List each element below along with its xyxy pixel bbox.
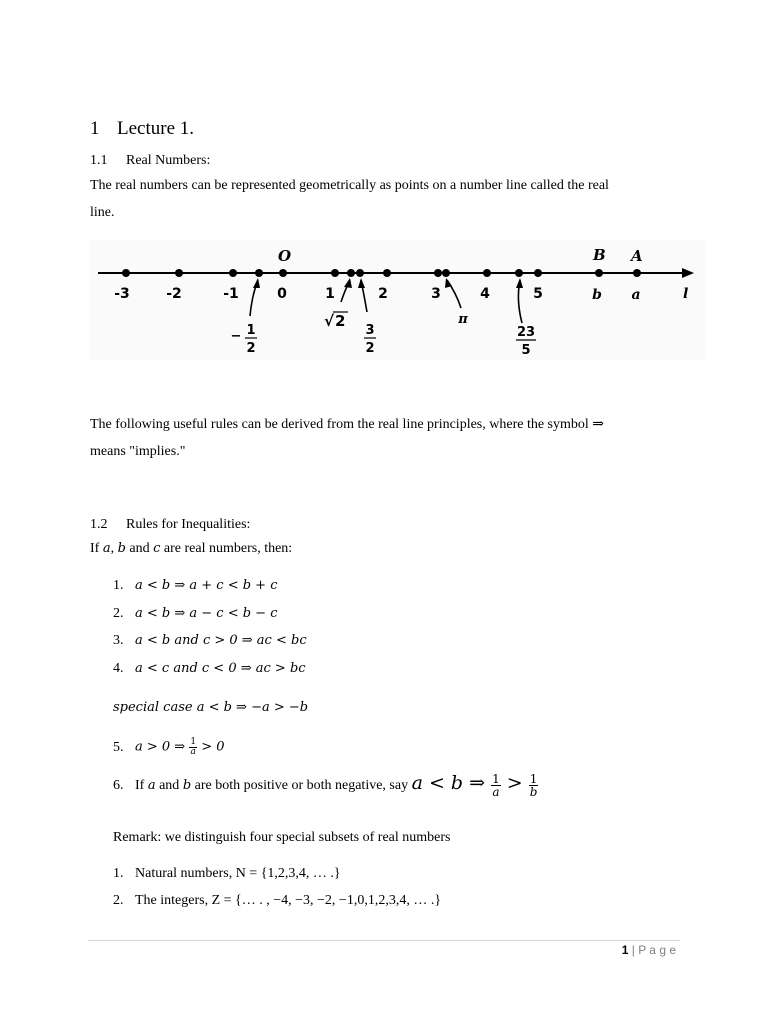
list-number: 5. [113,739,124,755]
footer-divider [88,940,680,941]
var-c: c [153,541,161,556]
list-number: 2. [113,893,124,908]
tick-label: b [592,287,602,303]
label-sqrt2 [324,312,348,330]
point-b [595,269,603,277]
three-halves-den: 2 [365,341,375,356]
text: are both positive or both negative, say [191,778,412,793]
twentythree-fifths-den: 5 [521,343,531,358]
text: and [125,541,154,556]
tick-label: 5 [533,286,543,302]
section-title: Rules for Inequalities: [126,517,251,532]
rules-intro-paragraph [90,411,670,465]
intro-line-1: The real numbers can be represented geometrically as points on a number line called the real [90,178,609,193]
intro-line-2: line. [90,205,115,220]
var-a: a [102,541,111,556]
rule-3 [113,633,307,649]
label-pi: π [458,312,468,327]
axis-label-l: l [683,286,689,302]
var-b: b [182,778,192,793]
rule-6 [113,772,538,798]
tick-label: 4 [480,286,490,302]
frac-den: b [529,785,538,800]
page-number: 1 [621,943,629,957]
rules-intro-line-2: means "implies." [90,444,186,459]
footer-separator: | [628,943,639,957]
rules-intro-line-1: The following useful rules can be derived from the real line principles, where the symbol ⇒ [90,417,605,432]
frac-num: 1 [529,772,538,787]
rule5-post: > 0 [197,739,225,755]
list-number: 4. [113,661,124,676]
fraction-one-over-b [529,773,539,798]
tick-label: -2 [166,286,182,302]
frac-num: 1 [190,737,197,747]
point-A-label: A [631,247,643,265]
origin-label: O [278,247,292,265]
point-one [331,269,339,277]
frac-den: a [492,785,500,800]
tick-label: 1 [325,286,335,302]
tick-label: -3 [114,286,130,302]
heading-lecture-1 [90,118,194,140]
tick-label: 2 [378,286,388,302]
point-pi [442,269,450,277]
section-heading-inequalities [90,517,250,533]
point-four [483,269,491,277]
point-23-fifths [515,269,523,277]
neg-half-num: 1 [246,323,256,338]
rule-4 [113,661,306,677]
point-minus-2 [175,269,183,277]
intro-paragraph [90,172,670,226]
rule-1 [113,578,278,594]
special-case-expression: special case a < b ⇒ −a > −b [113,700,309,715]
text: are real numbers, then: [160,541,293,556]
sqrt-symbol: √ [324,312,335,330]
point-a [633,269,641,277]
tick-label: 3 [431,286,441,302]
figure-background [90,240,706,360]
subset-1 [113,866,341,882]
text: and [155,778,183,793]
remark: Remark: we distinguish four special subsets of real numbers [113,830,451,845]
point-two [383,269,391,277]
rule-expression: a < c and c < 0 ⇒ ac > bc [135,661,306,676]
page-footer [622,943,676,957]
section-number: 1.1 [90,153,108,168]
rule6-math: a < b ⇒ [411,772,492,794]
rule-5 [113,738,225,757]
rule-2 [113,606,278,622]
list-number: 3. [113,633,124,648]
point-B-label: B [593,246,606,264]
page-label: P a g e [638,943,676,957]
section-title: Real Numbers: [126,153,211,168]
section-heading-real-numbers [90,153,210,169]
var-a: a [147,778,156,793]
rule-expression: a < b and c > 0 ⇒ ac < bc [135,633,307,648]
tick-label: 0 [277,286,287,302]
point-three [434,269,442,277]
neg-sign: − [230,329,242,344]
list-number: 6. [113,778,124,793]
point-minus-half [255,269,263,277]
list-number: 1. [113,578,124,593]
section-number: 1.2 [90,517,108,532]
text: If [135,778,148,793]
special-case [113,698,308,716]
twentythree-fifths-num: 23 [516,325,536,340]
tick-label: a [631,287,641,303]
fraction-one-over-a [189,738,197,757]
if-line [90,541,292,557]
heading-text: Lecture 1. [117,118,195,139]
point-five [534,269,542,277]
sqrt-radicand: 2 [335,312,346,330]
list-number: 1. [113,866,124,881]
var-b: b [117,541,126,556]
three-halves-num: 3 [365,323,375,338]
number-line-figure [90,240,706,360]
list-number: 2. [113,606,124,621]
subset-text: The integers, Z = {… . , −4, −3, −2, −1,0,1,2,3,4, … .} [135,893,442,908]
point-minus-3 [122,269,130,277]
subset-2 [113,893,441,909]
heading-number: 1 [90,118,100,139]
rule-expression: a < b ⇒ a + c < b + c [135,578,278,593]
frac-num: 1 [492,772,500,787]
greater-than: > [500,772,529,794]
text: If [90,541,103,556]
tick-label: -1 [223,286,239,302]
fraction-one-over-a [491,773,501,798]
point-sqrt2 [347,269,355,277]
subset-text: Natural numbers, N = {1,2,3,4, … .} [135,866,341,881]
rule5-pre: a > 0 ⇒ [135,739,190,755]
point-minus-1 [229,269,237,277]
point-zero [279,269,287,277]
frac-den: a [190,747,196,757]
rule-expression: a < b ⇒ a − c < b − c [135,606,278,621]
text: , [110,541,118,556]
point-three-halves [356,269,364,277]
neg-half-den: 2 [246,341,256,356]
